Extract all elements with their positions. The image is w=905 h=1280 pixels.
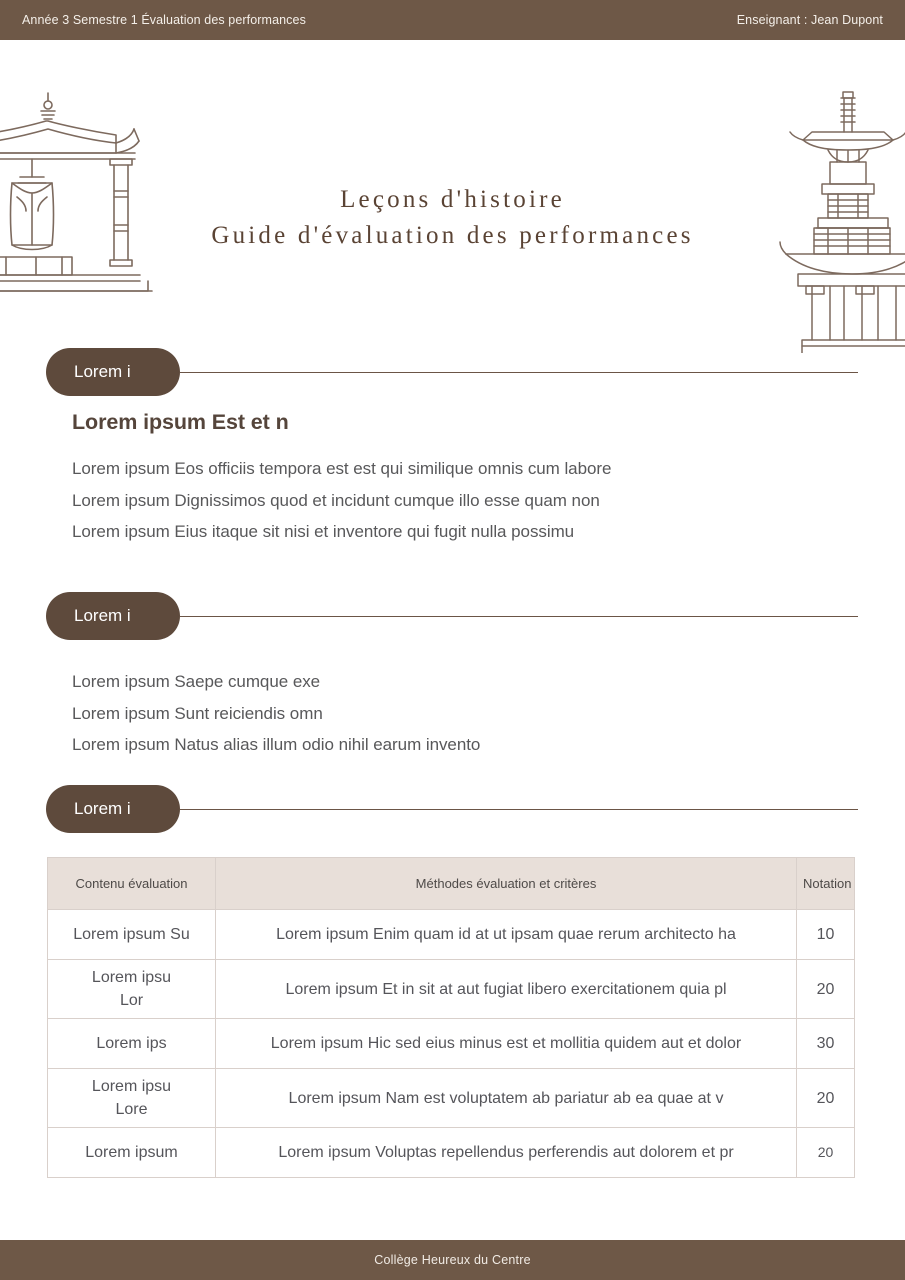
cell-content-line-2: Lor [119,992,144,1009]
cell-content [48,960,216,1019]
course-info-label: Année 3 Semestre 1 Évaluation des performances [22,13,306,27]
section-2-body [72,666,905,761]
document-header-bar [0,0,905,40]
cell-content-line-1: Lorem ipsu [91,969,172,986]
section-1-line-1: Lorem ipsum Eos officiis tempora est est qui similique omnis cum labore [72,459,612,478]
section-2-divider [180,616,858,617]
teacher-name-label: Enseignant : Jean Dupont [736,13,883,27]
table-header-row [48,858,855,910]
cell-score: 20 [797,1069,855,1128]
section-2-line-2: Lorem ipsum Sunt reiciendis omn [72,703,323,723]
cell-method: Lorem ipsum Voluptas repellendus perferendis aut dolorem et pr [216,1128,797,1178]
section-3-divider [180,809,858,810]
section-1-body [72,410,905,548]
page-title [0,182,905,253]
cell-score: 30 [797,1019,855,1069]
table-row [48,960,855,1019]
section-2-header [46,592,858,640]
table-row [48,1128,855,1178]
column-header-content: Contenu évaluation [48,858,216,910]
section-2-line-3: Lorem ipsum Natus alias illum odio nihil earum invento [72,735,481,754]
cell-method: Lorem ipsum Nam est voluptatem ab pariatur ab ea quae at v [216,1069,797,1128]
cell-score: 10 [797,910,855,960]
table-row [48,1019,855,1069]
title-banner [0,40,905,345]
cell-content-line-2: Lore [115,1101,148,1118]
section-1-divider [180,372,858,373]
cell-content: Lorem ipsum Su [48,910,216,960]
section-overview [0,348,905,548]
cell-content [48,1069,216,1128]
cell-method: Lorem ipsum Et in sit at aut fugiat libero exercitationem quia pl [216,960,797,1019]
table-row [48,1069,855,1128]
section-objectives [0,592,905,761]
section-2-line-1: Lorem ipsum Saepe cumque exe [72,672,321,691]
section-1-line-2: Lorem ipsum Dignissimos quod et incidunt cumque illo esse quam non [72,490,600,510]
evaluation-table [47,857,855,1178]
evaluation-table-wrapper [47,857,854,1178]
cell-score: 20 [797,1128,855,1178]
section-1-subtitle: Lorem ipsum Est et n [72,410,289,434]
section-1-badge[interactable]: Lorem i [46,348,180,396]
cell-method: Lorem ipsum Enim quam id at ut ipsam quae rerum architecto ha [216,910,797,960]
column-header-score: Notation [797,858,855,910]
column-header-methods: Méthodes évaluation et critères [216,858,797,910]
section-2-badge[interactable]: Lorem i [46,592,180,640]
school-name-label: Collège Heureux du Centre [374,1253,531,1267]
section-evaluation-table [0,785,905,1178]
table-row [48,910,855,960]
cell-content: Lorem ips [48,1019,216,1069]
page-title-line-2: Guide d'évaluation des performances [211,221,694,249]
section-1-header [46,348,858,396]
cell-score: 20 [797,960,855,1019]
cell-method: Lorem ipsum Hic sed eius minus est et mollitia quidem aut et dolor [216,1019,797,1069]
section-3-badge[interactable]: Lorem i [46,785,180,833]
document-footer-bar [0,1240,905,1280]
cell-content: Lorem ipsum [48,1128,216,1178]
section-1-line-3: Lorem ipsum Eius itaque sit nisi et inventore qui fugit nulla possimu [72,522,575,541]
cell-content-line-1: Lorem ipsu [91,1078,172,1095]
section-3-header [46,785,858,833]
page-title-line-1: Leçons d'histoire [340,186,565,213]
